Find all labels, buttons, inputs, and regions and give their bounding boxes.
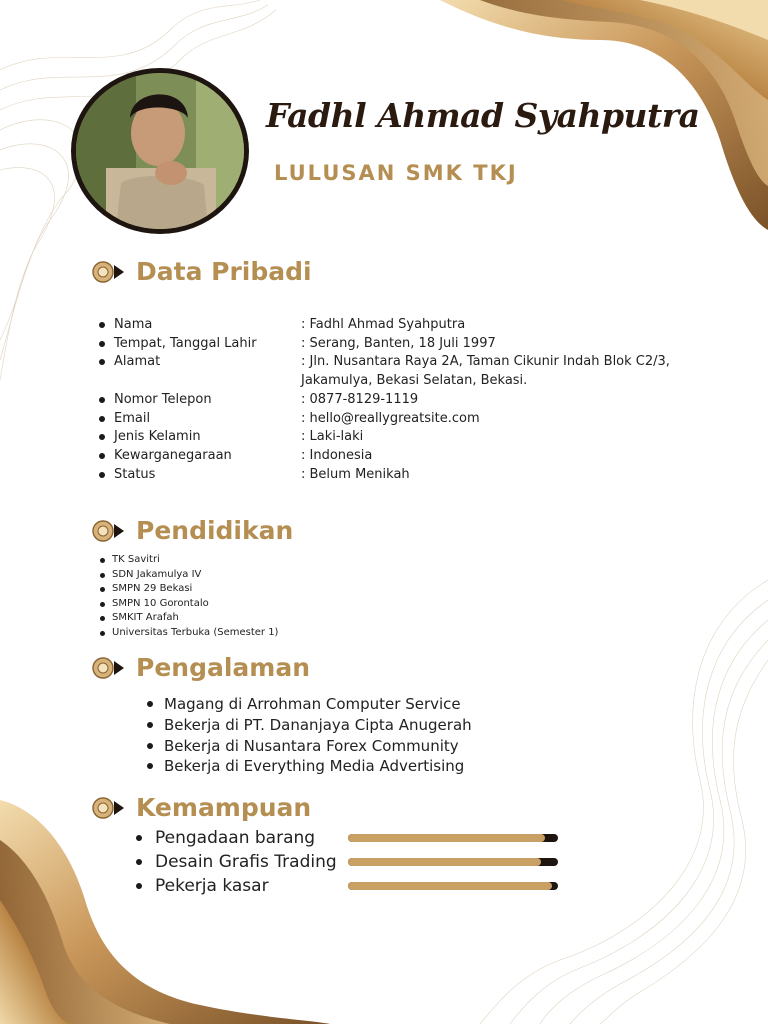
list-item [99, 626, 278, 641]
education-item: SMPN 10 Gorontalo [112, 597, 209, 609]
personal-label: Status [114, 466, 156, 482]
personal-value [301, 353, 697, 390]
skills-list [135, 826, 558, 898]
experience-list [146, 694, 472, 777]
personal-value: : Serang, Banten, 18 Juli 1997 [301, 335, 496, 351]
experience-item: Bekerja di Everything Media Advertising [164, 757, 465, 776]
personal-value: : hello@reallygreatsite.com [301, 410, 480, 426]
bullet-arrow-icon [92, 797, 126, 819]
personal-label: Nomor Telepon [114, 391, 212, 407]
list-item [97, 428, 697, 447]
list-item [99, 597, 278, 612]
skill-bar [348, 834, 558, 842]
experience-item: Bekerja di PT. Dananjaya Cipta Anugerah [164, 715, 472, 734]
list-item [146, 736, 472, 757]
skill-label: Pengadaan barang [155, 828, 316, 848]
bullet-arrow-icon [92, 657, 126, 679]
list-item [99, 582, 278, 597]
list-item [135, 874, 558, 898]
personal-info-list [97, 316, 697, 484]
section-personal [92, 257, 312, 286]
personal-value: : Belum Menikah [301, 466, 410, 482]
skill-bar [348, 858, 558, 866]
address-line-2: Jakamulya, Bekasi Selatan, Bekasi. [301, 373, 528, 389]
personal-label: Nama [114, 317, 153, 332]
personal-value: : Indonesia [301, 447, 373, 463]
list-item [97, 447, 697, 466]
list-item [99, 553, 278, 568]
list-item [135, 826, 558, 850]
personal-value: : 0877-8129-1119 [301, 391, 419, 407]
education-item: SMKIT Arafah [112, 612, 179, 624]
personal-label: Tempat, Tanggal Lahir [114, 335, 257, 351]
list-item [99, 611, 278, 626]
personal-label: Email [114, 410, 151, 426]
bullet-arrow-icon [92, 520, 126, 542]
education-item: SMPN 29 Bekasi [112, 583, 193, 595]
personal-value: : Fadhl Ahmad Syahputra [301, 317, 466, 332]
education-item: SDN Jakamulya IV [112, 568, 202, 580]
skill-bar-fill [348, 834, 545, 842]
education-item: TK Savitri [112, 554, 160, 565]
list-item [97, 466, 697, 485]
experience-item: Magang di Arrohman Computer Service [164, 695, 461, 713]
list-item [97, 391, 697, 410]
section-experience [92, 653, 310, 682]
skill-bar-fill [348, 858, 541, 866]
list-item [146, 694, 472, 715]
section-education [92, 516, 293, 545]
personal-label: Kewarganegaraan [114, 447, 232, 463]
skill-bar [348, 882, 558, 890]
skill-label: Pekerja kasar [155, 876, 269, 896]
list-item [99, 568, 278, 583]
section-title-skills: Kemampuan [136, 793, 312, 822]
list-item [146, 756, 472, 777]
list-item [97, 335, 697, 354]
education-list [99, 553, 278, 641]
list-item [97, 410, 697, 429]
education-item: Universitas Terbuka (Semester 1) [112, 626, 279, 638]
skill-label: Desain Grafis Trading [155, 852, 337, 872]
section-title-personal: Data Pribadi [136, 257, 312, 286]
candidate-subtitle: LULUSAN SMK TKJ [274, 161, 518, 185]
personal-label: Alamat [114, 354, 161, 370]
candidate-name: Fadhl Ahmad Syahputra [266, 96, 700, 135]
section-skills [92, 793, 311, 822]
section-title-education: Pendidikan [136, 516, 294, 545]
list-item [146, 715, 472, 736]
list-item [97, 353, 697, 390]
experience-item: Bekerja di Nusantara Forex Community [164, 736, 459, 755]
list-item [97, 316, 697, 335]
personal-label: Jenis Kelamin [114, 429, 201, 445]
bullet-arrow-icon [92, 261, 126, 283]
skill-bar-fill [348, 882, 552, 890]
personal-value: : Laki-laki [301, 429, 364, 445]
section-title-experience: Pengalaman [136, 653, 310, 682]
profile-photo [71, 68, 249, 234]
address-line-1: : Jln. Nusantara Raya 2A, Taman Cikunir Indah Blok C2/3, [301, 354, 670, 370]
list-item [135, 850, 558, 874]
profile-photo-image [76, 73, 244, 229]
